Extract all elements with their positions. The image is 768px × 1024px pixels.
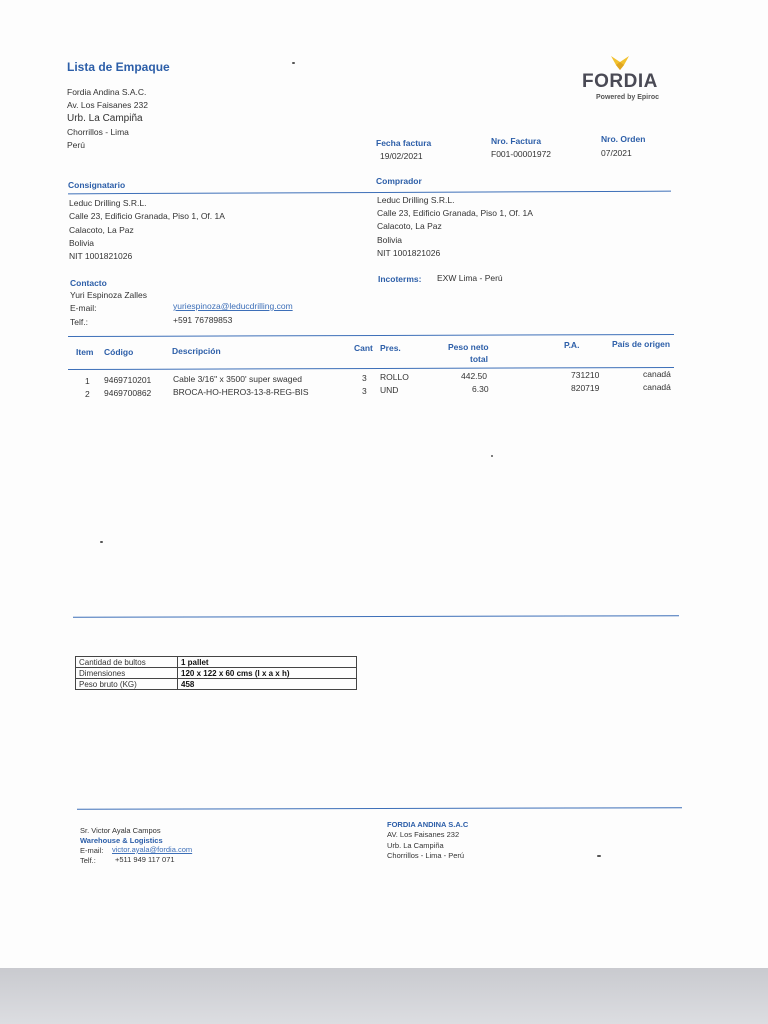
- cell-description: BROCA-HO-HERO3-13-8-REG-BIS: [173, 387, 309, 397]
- buyer-line: Calacoto, La Paz: [377, 221, 442, 231]
- col-header-description: Descripción: [172, 346, 221, 356]
- incoterms-value: EXW Lima - Perú: [437, 273, 503, 283]
- document-title: Lista de Empaque: [67, 60, 170, 74]
- sender-city: Chorrillos - Lima: [67, 127, 129, 137]
- scan-speck: [491, 455, 493, 457]
- cell-pa: 731210: [571, 370, 600, 380]
- incoterms-label: Incoterms:: [378, 274, 422, 284]
- contact-name: Yuri Espinoza Zalles: [70, 290, 148, 300]
- buyer-line: Bolivia: [377, 235, 403, 245]
- cell-weight: 442.50: [461, 371, 487, 381]
- sender-street: Av. Los Faisanes 232: [67, 100, 148, 110]
- sender-name: Fordia Andina S.A.C.: [67, 87, 147, 97]
- buyer-line: NIT 1001821026: [377, 248, 441, 258]
- footer-contact-role: Warehouse & Logistics: [80, 836, 163, 845]
- footer-company-district: Urb. La Campiña: [387, 841, 444, 850]
- consignee-line: Calacoto, La Paz: [69, 225, 134, 235]
- contact-label: Contacto: [70, 278, 107, 288]
- cell-origin: canadá: [643, 369, 671, 379]
- buyer-line: Leduc Drilling S.R.L.: [377, 195, 455, 205]
- summary-key: Peso bruto (KG): [76, 679, 178, 690]
- cell-description: Cable 3/16" x 3500' super swaged: [173, 374, 302, 384]
- table-row: [76, 679, 357, 690]
- cell-item: 1: [85, 376, 90, 386]
- contact-email-link[interactable]: yuriespinoza@leducdrilling.com: [173, 301, 293, 311]
- packing-summary-table: [75, 656, 357, 690]
- table-top-rule: [68, 334, 674, 337]
- contact-phone-label: Telf.:: [70, 317, 88, 327]
- cell-origin: canadá: [643, 382, 671, 392]
- table-row: [76, 668, 357, 679]
- invoice-date-value: 19/02/2021: [380, 151, 423, 161]
- footer-company-city: Chorrillos - Lima - Perú: [387, 851, 465, 860]
- footer-company-street: AV. Los Faisanes 232: [387, 830, 460, 839]
- scan-speck: [292, 62, 295, 64]
- contact-email-label: E-mail:: [70, 303, 97, 313]
- order-number-label: Nro. Orden: [601, 134, 646, 144]
- consignee-line: NIT 1001821026: [69, 251, 133, 261]
- buyer-line: Calle 23, Edificio Granada, Piso 1, Of. 1A: [377, 208, 533, 218]
- consignee-line: Calle 23, Edificio Granada, Piso 1, Of. 1A: [69, 211, 225, 221]
- footer-phone: +511 949 117 071: [115, 855, 175, 864]
- col-header-net-weight: Peso neto: [448, 342, 489, 352]
- footer-contact-name: Sr. Victor Ayala Campos: [80, 826, 161, 835]
- contact-phone: +591 76789853: [173, 315, 233, 325]
- buyer-label: Comprador: [376, 176, 422, 186]
- summary-key: Cantidad de bultos: [76, 657, 178, 668]
- footer-company-name: FORDIA ANDINA S.A.C: [387, 820, 469, 829]
- col-header-origin: País de origen: [612, 339, 671, 349]
- col-header-net-weight-total: total: [470, 354, 488, 364]
- cell-code: 9469710201: [104, 375, 152, 385]
- footer-email-link[interactable]: victor.ayala@fordia.com: [112, 845, 193, 854]
- scan-speck: [100, 541, 103, 543]
- invoice-number-value: F001-00001972: [491, 149, 552, 159]
- cell-weight: 6.30: [472, 384, 489, 394]
- brand-logo-text: FORDIA: [582, 71, 658, 92]
- consignee-line: Leduc Drilling S.R.L.: [69, 198, 147, 208]
- items-bottom-rule: [73, 615, 679, 618]
- summary-value: 1 pallet: [178, 657, 357, 668]
- order-number-value: 07/2021: [601, 148, 632, 158]
- scan-speck: [597, 855, 601, 857]
- brand-tagline: Powered by Epiroc: [596, 94, 660, 101]
- consignee-label: Consignatario: [68, 180, 126, 190]
- summary-key: Dimensiones: [76, 668, 178, 679]
- cell-pres: UND: [380, 385, 399, 395]
- col-header-pa: P.A.: [564, 340, 580, 350]
- col-header-pres: Pres.: [380, 343, 401, 353]
- footer-email-label: E-mail:: [80, 846, 104, 855]
- sender-district: Urb. La Campiña: [67, 113, 143, 124]
- cell-pres: ROLLO: [380, 372, 409, 382]
- col-header-code: Código: [104, 347, 134, 357]
- section-divider: [68, 191, 671, 195]
- cell-qty: 3: [362, 373, 367, 383]
- table-row: [76, 657, 357, 668]
- invoice-date-label: Fecha factura: [376, 138, 432, 148]
- fordia-chevron-icon: [611, 56, 629, 70]
- cell-item: 2: [85, 389, 90, 399]
- footer-rule: [77, 807, 682, 810]
- sender-country: Perú: [67, 140, 85, 150]
- summary-value: 458: [178, 679, 357, 690]
- footer-phone-label: Telf.:: [80, 856, 96, 865]
- cell-pa: 820719: [571, 383, 600, 393]
- col-header-qty: Cant: [354, 343, 373, 353]
- cell-qty: 3: [362, 386, 367, 396]
- cell-code: 9469700862: [104, 388, 152, 398]
- summary-value: 120 x 122 x 60 cms (l x a x h): [178, 668, 357, 679]
- invoice-number-label: Nro. Factura: [491, 136, 542, 146]
- consignee-line: Bolivia: [69, 238, 95, 248]
- scan-background: [0, 968, 768, 1024]
- col-header-item: Item: [76, 347, 94, 357]
